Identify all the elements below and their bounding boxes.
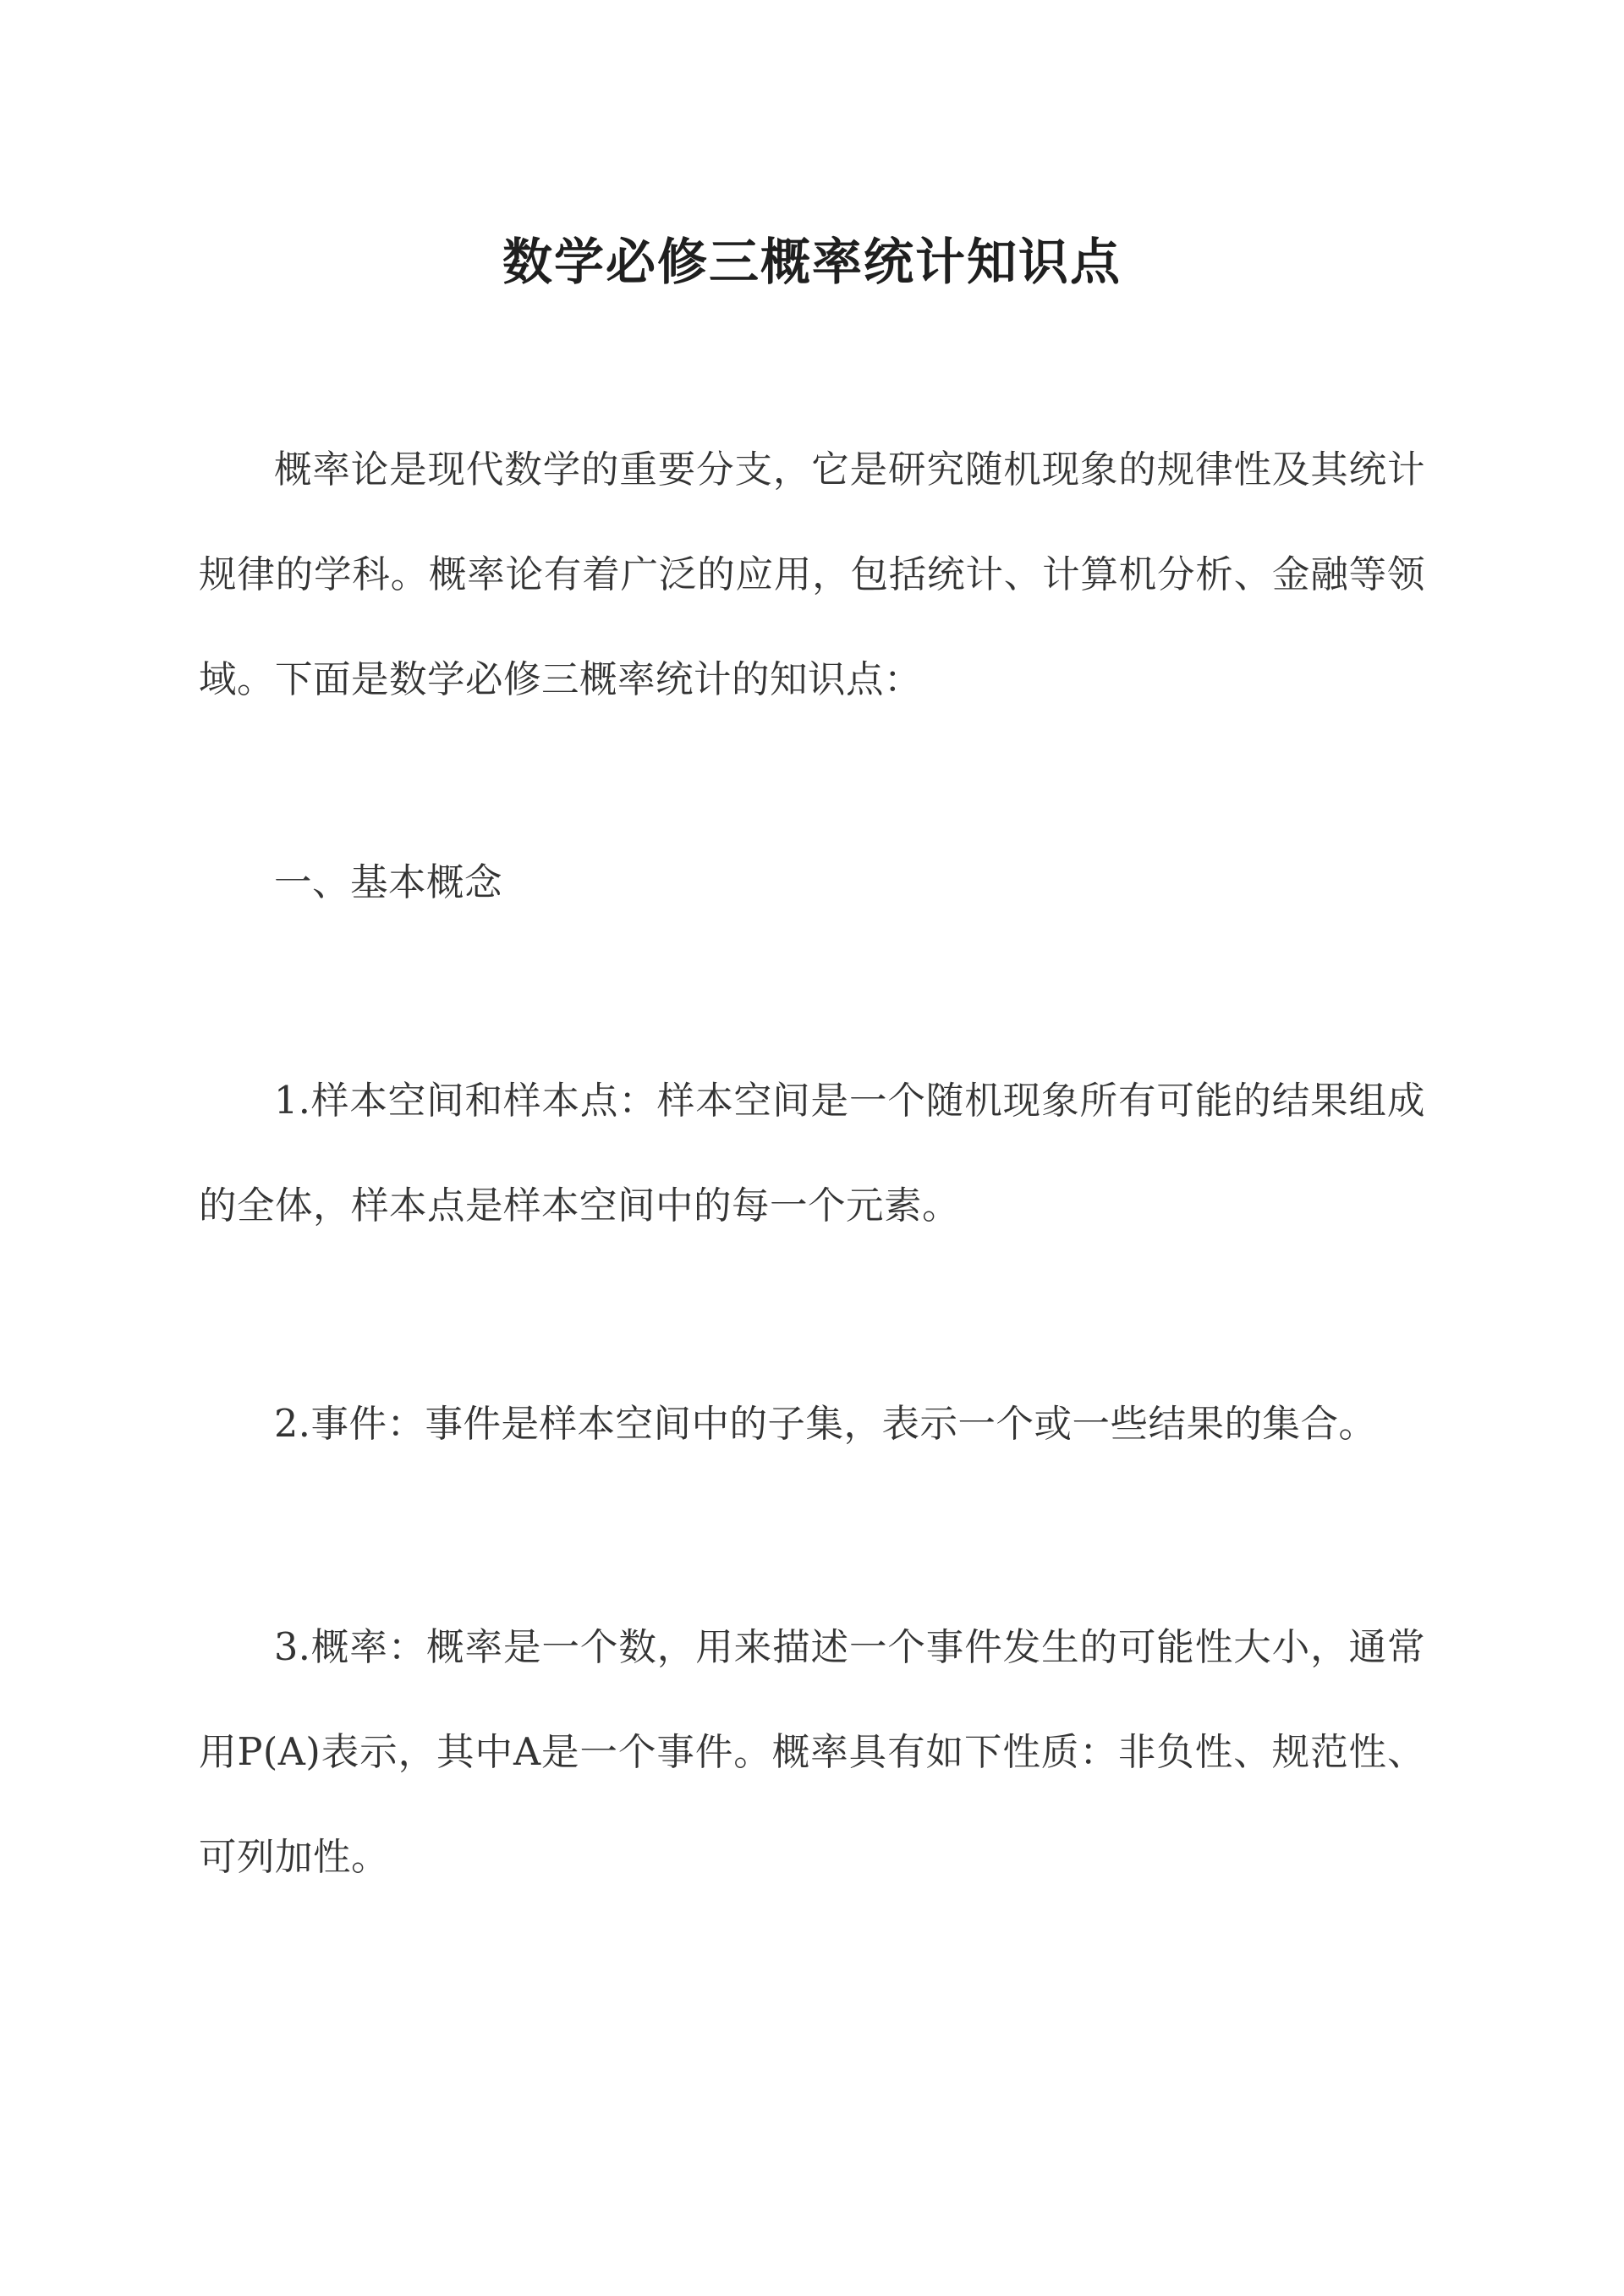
concept-item-sample-space: 1.样本空间和样本点：样本空间是一个随机现象所有可能的结果组成的全体，样本点是样本空间中的每一个元素。 <box>199 1079 1425 1228</box>
concept-item-probability: 3.概率：概率是一个数，用来描述一个事件发生的可能性大小，通常用P(A)表示，其中A是一个事件。概率具有如下性质：非负性、规范性、可列加性。 <box>199 1626 1425 1879</box>
document-title: 数学必修三概率统计知识点 <box>502 232 1122 291</box>
intro-paragraph: 概率论是现代数学的重要分支，它是研究随机现象的规律性及其统计规律的学科。概率论有着广泛的应用，包括统计、计算机分析、金融等领域。下面是数学必修三概率统计的知识点： <box>199 448 1425 701</box>
section-heading: 一、基本概念 <box>274 861 503 904</box>
concept-item-event: 2.事件：事件是样本空间中的子集，表示一个或一些结果的集合。 <box>274 1403 1377 1446</box>
